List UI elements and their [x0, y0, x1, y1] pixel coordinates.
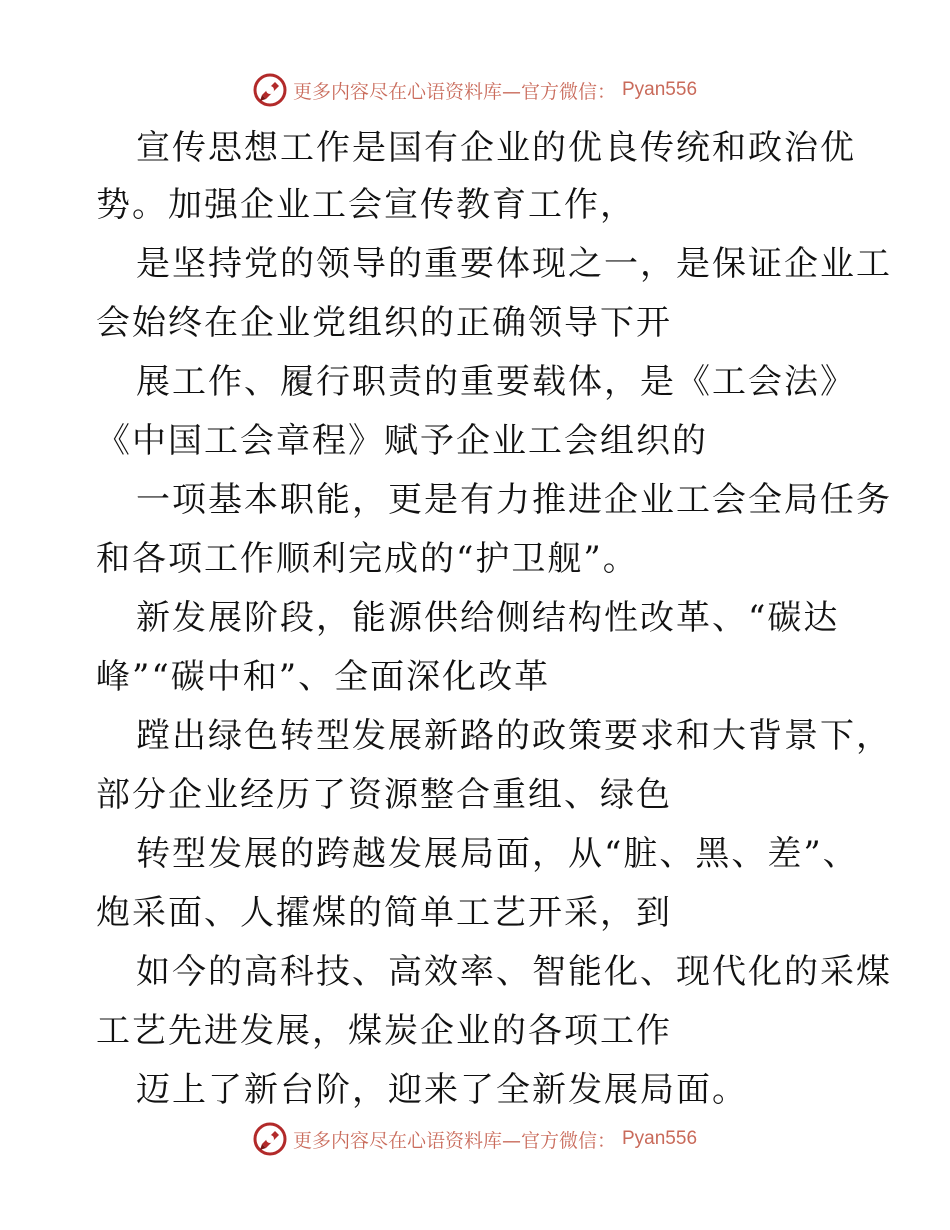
- text-line: 展工作、履行职责的重要载体，是《工会法》: [136, 362, 856, 402]
- text-line: 蹚出绿色转型发展新路的政策要求和大背景下，: [136, 716, 892, 756]
- text-line: 工艺先进发展，煤炭企业的各项工作: [96, 1011, 672, 1051]
- pen-logo-icon: [253, 1122, 287, 1156]
- text-line: 转型发展的跨越发展局面，从“脏、黑、差”、: [136, 834, 859, 874]
- text-line: 宣传思想工作是国有企业的优良传统和政治优: [136, 128, 856, 168]
- banner-text: 更多内容尽在心语资料库—官方微信：: [292, 1129, 616, 1152]
- footer-banner: [0, 1121, 950, 1157]
- banner-text: 更多内容尽在心语资料库—官方微信：: [292, 80, 616, 103]
- banner-wechat-id: Pyan556: [622, 79, 698, 100]
- text-line: 部分企业经历了资源整合重组、绿色: [96, 775, 672, 815]
- text-line: 如今的高科技、高效率、智能化、现代化的采煤: [136, 952, 892, 992]
- text-line: 势。加强企业工会宣传教育工作，: [96, 185, 636, 225]
- text-line: 炮采面、人攉煤的简单工艺开采，到: [96, 893, 672, 933]
- text-line: 迈上了新台阶，迎来了全新发展局面。: [136, 1070, 748, 1110]
- text-line: 是坚持党的领导的重要体现之一，是保证企业工: [136, 244, 892, 284]
- text-line: 一项基本职能，更是有力推进企业工会全局任务: [136, 480, 892, 520]
- text-line: 峰”“碳中和”、全面深化改革: [96, 657, 551, 697]
- banner-wechat-id: Pyan556: [622, 1128, 698, 1149]
- pen-logo-icon: [253, 73, 287, 107]
- text-line: 《中国工会章程》赋予企业工会组织的: [96, 421, 708, 461]
- text-line: 会始终在企业党组织的正确领导下开: [96, 303, 672, 343]
- text-line: 和各项工作顺利完成的“护卫舰”。: [96, 539, 639, 579]
- header-banner: [0, 72, 950, 108]
- text-line: 新发展阶段，能源供给侧结构性改革、“碳达: [136, 598, 840, 638]
